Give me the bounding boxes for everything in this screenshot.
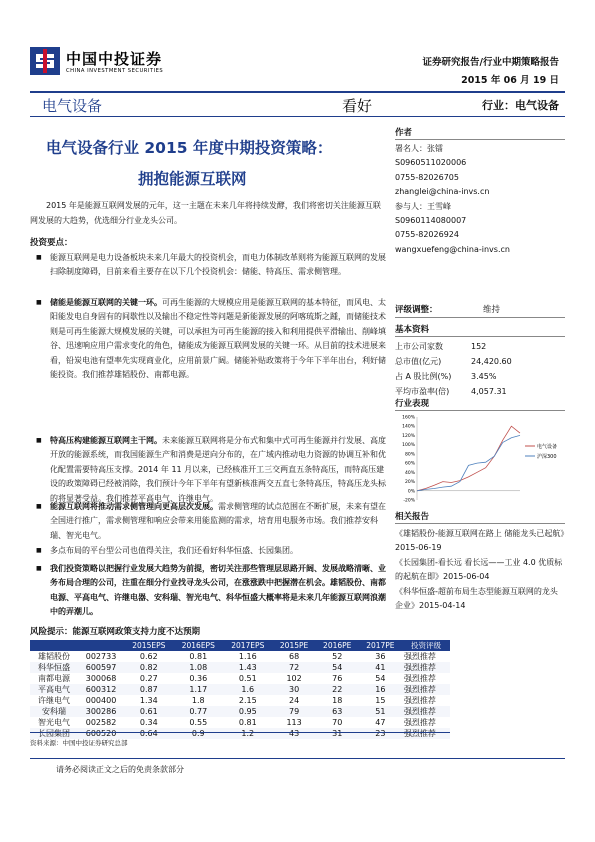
basics-row: 平均市盈率(倍) 4,057.31: [395, 387, 507, 396]
series-line-1: [417, 426, 520, 491]
table-cell: 0.81: [189, 652, 208, 661]
table-header-cell: 2016EPS: [174, 640, 223, 651]
table-cell: 0.82: [124, 662, 173, 673]
table-cell: 0.36: [189, 674, 208, 683]
rating-adjust: [395, 303, 565, 318]
company-name-en: CHINA INVESTMENT SECURITIES: [66, 68, 164, 74]
table-cell: 1.6: [223, 684, 272, 695]
basics-row: 上市公司家数 152: [395, 342, 487, 351]
table-cell: 0.81: [238, 718, 257, 727]
series-line-2: [417, 435, 520, 490]
table-cell: 科华恒盛: [30, 662, 78, 673]
table-cell: 长园集团: [30, 728, 78, 739]
table-cell: 600312: [78, 684, 124, 695]
y-tick-label: 100%: [402, 443, 415, 449]
basics-row: 总市值(亿元) 24,420.60: [395, 357, 512, 366]
legend-label-1: 电气设备: [537, 444, 558, 450]
performance-chart: [395, 412, 565, 507]
table-row: [30, 684, 450, 695]
related-item[interactable]: 《雄韬股份-能源互联网在路上 储能龙头已起航》2015-06-19: [395, 529, 565, 553]
y-tick-label: 20%: [404, 480, 415, 486]
table-cell: 1.8: [191, 696, 205, 705]
performance-heading-wrap: [395, 397, 565, 411]
table-cell: 72: [273, 662, 316, 673]
y-tick-label: 40%: [404, 470, 415, 476]
table-header-cell: 2015PE: [273, 640, 316, 651]
table-cell: 强烈推荐: [402, 684, 450, 695]
table-cell: 600520: [78, 728, 124, 739]
table-cell: 36: [375, 652, 386, 661]
y-tick-label: -20%: [403, 498, 415, 504]
footer-rule: [30, 758, 565, 759]
table-cell: 41: [359, 662, 402, 673]
table-header-cell: 2016PE: [316, 640, 359, 651]
basics-row: 占 A 股比例(%) 3.45%: [395, 372, 497, 381]
author-block: [395, 126, 565, 257]
table-cell: 63: [316, 706, 359, 717]
industry-label: 行业：电气设备: [482, 99, 559, 112]
table-cell: 1.43: [223, 662, 272, 673]
table-cell: 南都电源: [38, 674, 70, 683]
table-cell: 79: [273, 706, 316, 717]
table-cell: 强烈推荐: [402, 706, 450, 717]
table-cell: 强烈推荐: [403, 696, 436, 705]
basics-block: [395, 323, 565, 399]
y-tick-label: 140%: [402, 424, 415, 430]
table-cell: 1.16: [238, 652, 257, 661]
table-header-cell: [30, 640, 78, 651]
table-cell: 54: [316, 662, 359, 673]
point-item: ■ 特高压构建能源互联网主干网。未来能源互联网将是分布式和集中式可再生能源并行发展、高度开放的能源系统，而我国能源生产和消费是逆向分布的，在广域内推动电力资源的协调互补和优化配置需要特高压支撑。2014 年 11 月以来，已经核准开工三交两直五条特高压，而特高压建设的政策障碍已经被消除，我们预计今年下半年有望新核准两交五直七条特高压，特高压龙头标的将显著受益。我们推荐平高电气、许继电气。: [30, 434, 388, 506]
table-cell: 0.34: [139, 718, 158, 727]
rating-adjust-label: 评级调整：: [395, 305, 438, 315]
table-cell: 2.15: [238, 696, 257, 705]
table-cell: 113: [286, 718, 302, 727]
related-block: [395, 510, 565, 613]
table-cell: 0.77: [174, 706, 223, 717]
chart-legend: [525, 443, 557, 460]
author-email: wangxuefeng@china-invs.cn: [395, 244, 510, 254]
points-heading: 投资要点：: [30, 238, 73, 248]
risk-note: 风险提示：能源互联网政策支持力度不达预期: [30, 627, 201, 637]
table-cell: 52: [332, 652, 343, 661]
y-tick-label: 160%: [402, 415, 415, 421]
table-cell: 0.95: [223, 706, 272, 717]
table-cell: 许继电气: [38, 696, 70, 705]
table-cell: 31: [316, 728, 359, 739]
author-line: S0960511020006: [395, 158, 467, 168]
sector-name: 电气设备: [42, 97, 103, 115]
table-cell: 强烈推荐: [403, 674, 436, 683]
footer-disclaimer-note: 请务必阅读正文之后的免责条款部分: [56, 765, 184, 774]
point-item: ■ 能源互联网将推动需求侧管理向更高层次发展。需求侧管理的试点范围在不断扩展，未来有望在全国进行推广，需求侧管理和响应会带来用能监测的需求，培育用电服务市场。我们推荐安科瑞、智光电气。: [30, 500, 388, 543]
table-header-cell: 投资评级: [402, 640, 450, 651]
y-tick-label: 0%: [407, 489, 415, 495]
company-name-cn: 中国中投证券: [66, 50, 163, 68]
table-row: [30, 673, 450, 684]
table-cell: 30: [273, 684, 316, 695]
intro-paragraph: 2015 年是能源互联网发展的元年，这一主题在未来几年将持续发酵，我们将密切关注能源互联网发展的大趋势，优选细分行业龙头公司。: [30, 201, 381, 225]
y-tick-label: 60%: [404, 461, 415, 467]
table-cell: 23: [359, 728, 402, 739]
table-cell: 强烈推荐: [402, 728, 450, 739]
table-header-cell: 2017PE: [359, 640, 402, 651]
table-cell: 47: [375, 718, 386, 727]
table-cell: 智光电气: [38, 718, 70, 727]
y-tick-label: 80%: [404, 452, 415, 458]
basics-heading: 基本资料: [395, 323, 565, 337]
report-date: 2015 年 06 月 19 日: [461, 75, 559, 86]
related-item[interactable]: 《科华恒盛-超前布局生态型能源互联网的龙头企业》2015-04-14: [395, 586, 558, 611]
author-line: S0960114080007: [395, 216, 467, 226]
author-line: 0755-82026924: [395, 230, 459, 240]
table-cell: 0.55: [189, 718, 208, 727]
table-cell: 002733: [85, 652, 117, 661]
table-header-cell: 2015EPS: [124, 640, 173, 651]
table-cell: 强烈推荐: [403, 652, 436, 661]
point-item: ■ 多点布局的平台型公司也值得关注，我们还看好科华恒盛、长园集团。: [30, 544, 388, 558]
table-cell: 000400: [85, 696, 117, 705]
table-cell: 0.64: [124, 728, 173, 739]
table-cell: 0.87: [124, 684, 173, 695]
table-cell: 70: [332, 718, 343, 727]
table-cell: 雄韬股份: [38, 652, 70, 661]
table-cell: 0.9: [174, 728, 223, 739]
table-row: [30, 706, 450, 717]
table-cell: 强烈推荐: [403, 718, 436, 727]
table-row: [30, 651, 450, 662]
author-line: 参与人：王雪峰: [395, 201, 451, 211]
table-cell: 16: [359, 684, 402, 695]
table-cell: 68: [288, 652, 300, 661]
report-type: 证券研究报告/行业中期策略报告: [422, 57, 559, 68]
sector-rating: 看好: [342, 97, 373, 115]
table-cell: 43: [273, 728, 316, 739]
table-cell: 强烈推荐: [402, 662, 450, 673]
table-cell: 22: [316, 684, 359, 695]
table-cell: 1.34: [139, 696, 158, 705]
table-cell: 15: [375, 696, 386, 705]
table-row: [30, 662, 450, 673]
table-cell: 300286: [78, 706, 124, 717]
y-tick-label: 120%: [402, 433, 415, 439]
table-row: [30, 695, 450, 706]
table-cell: 0.51: [238, 674, 257, 683]
point-item: ■ 储能是能源互联网的关键一环。可再生能源的大规模应用是能源互联网的基本特征，而风电、太阳能发电自身固有的间歇性以及输出不稳定性等问题是新能源发展的阿喀琉斯之踵，而储能技术则是可再生能源大规模发展的关键，可以承担为可再生能源的接入和利用提供平滑输出、削峰填谷、迅速响应用户需求变化的角色，储能成为能源互联网发展的关键一环。从目前的技术进展来看，铅炭电池有望率先实现商业化，应用前景广阔。储能补贴政策将于今年下半年出台，利好储能投资。我们推荐雄韬股份、南都电源。: [30, 296, 388, 382]
table-cell: 002582: [85, 718, 117, 727]
table-source: 资料来源：中国中投证券研究总部: [30, 739, 128, 747]
valuation-table: [30, 640, 450, 739]
related-heading: 相关报告: [395, 510, 565, 524]
table-header-cell: [78, 640, 124, 651]
legend-label-2: 沪深300: [537, 454, 557, 460]
table-bottom-rule: [30, 732, 450, 733]
author-line: 署名人：张镭: [395, 144, 443, 153]
table-cell: 18: [332, 696, 343, 705]
performance-heading: 行业表现: [395, 397, 565, 411]
table-cell: 0.62: [139, 652, 158, 661]
point-item: ■ 我们投资策略以把握行业发展大趋势为前提，密切关注那些管理层思路开阔、发展战略清晰、业务布局合理的公司，注重在细分行业找寻龙头公司，在涨涨跌中把握潜在机会。雄韬股份、南都电源、平高电气、许继电器、安科瑞、智光电气、科华恒盛大概率将是未来几年能源互联网浪潮中的弄潮儿。: [30, 562, 388, 620]
table-cell: 24: [288, 696, 300, 705]
table-header-row: [30, 640, 450, 651]
table-cell: 51: [359, 706, 402, 717]
table-cell: 1.08: [174, 662, 223, 673]
table-cell: 平高电气: [30, 684, 78, 695]
company-logo-icon: [30, 47, 60, 75]
author-email: zhanglei@china-invs.cn: [395, 187, 490, 197]
report-title-line2: 拥抱能源互联网: [138, 170, 247, 188]
point-item: ■ 能源互联网是电力设备板块未来几年最大的投资机会，而电力体制改革则将为能源互联网的发展扫除制度障碍，目前来看主要存在以下几个投资机会：储能、特高压、需求侧管理。: [30, 251, 388, 280]
report-title-line1: 电气设备行业 2015 年度中期投资策略：: [46, 139, 333, 157]
table-cell: 安科瑞: [30, 706, 78, 717]
table-cell: 0.27: [139, 674, 158, 683]
table-cell: 600597: [78, 662, 124, 673]
table-cell: 300068: [85, 674, 117, 683]
table-cell: 102: [286, 674, 302, 683]
author-line: 0755-82026705: [395, 172, 459, 182]
table-cell: 54: [375, 674, 386, 683]
table-header-cell: 2017EPS: [223, 640, 272, 651]
rating-adjust-value: 维持: [483, 305, 501, 315]
table-row: [30, 717, 450, 728]
author-heading: 作者: [395, 126, 565, 140]
table-cell: 1.2: [223, 728, 272, 739]
table-cell: 1.17: [174, 684, 223, 695]
table-cell: 76: [332, 674, 343, 683]
table-cell: 0.61: [124, 706, 173, 717]
related-item[interactable]: 《长园集团-看长远 看长远——工业 4.0 优质标的起航在即》2015-06-04: [395, 557, 563, 582]
